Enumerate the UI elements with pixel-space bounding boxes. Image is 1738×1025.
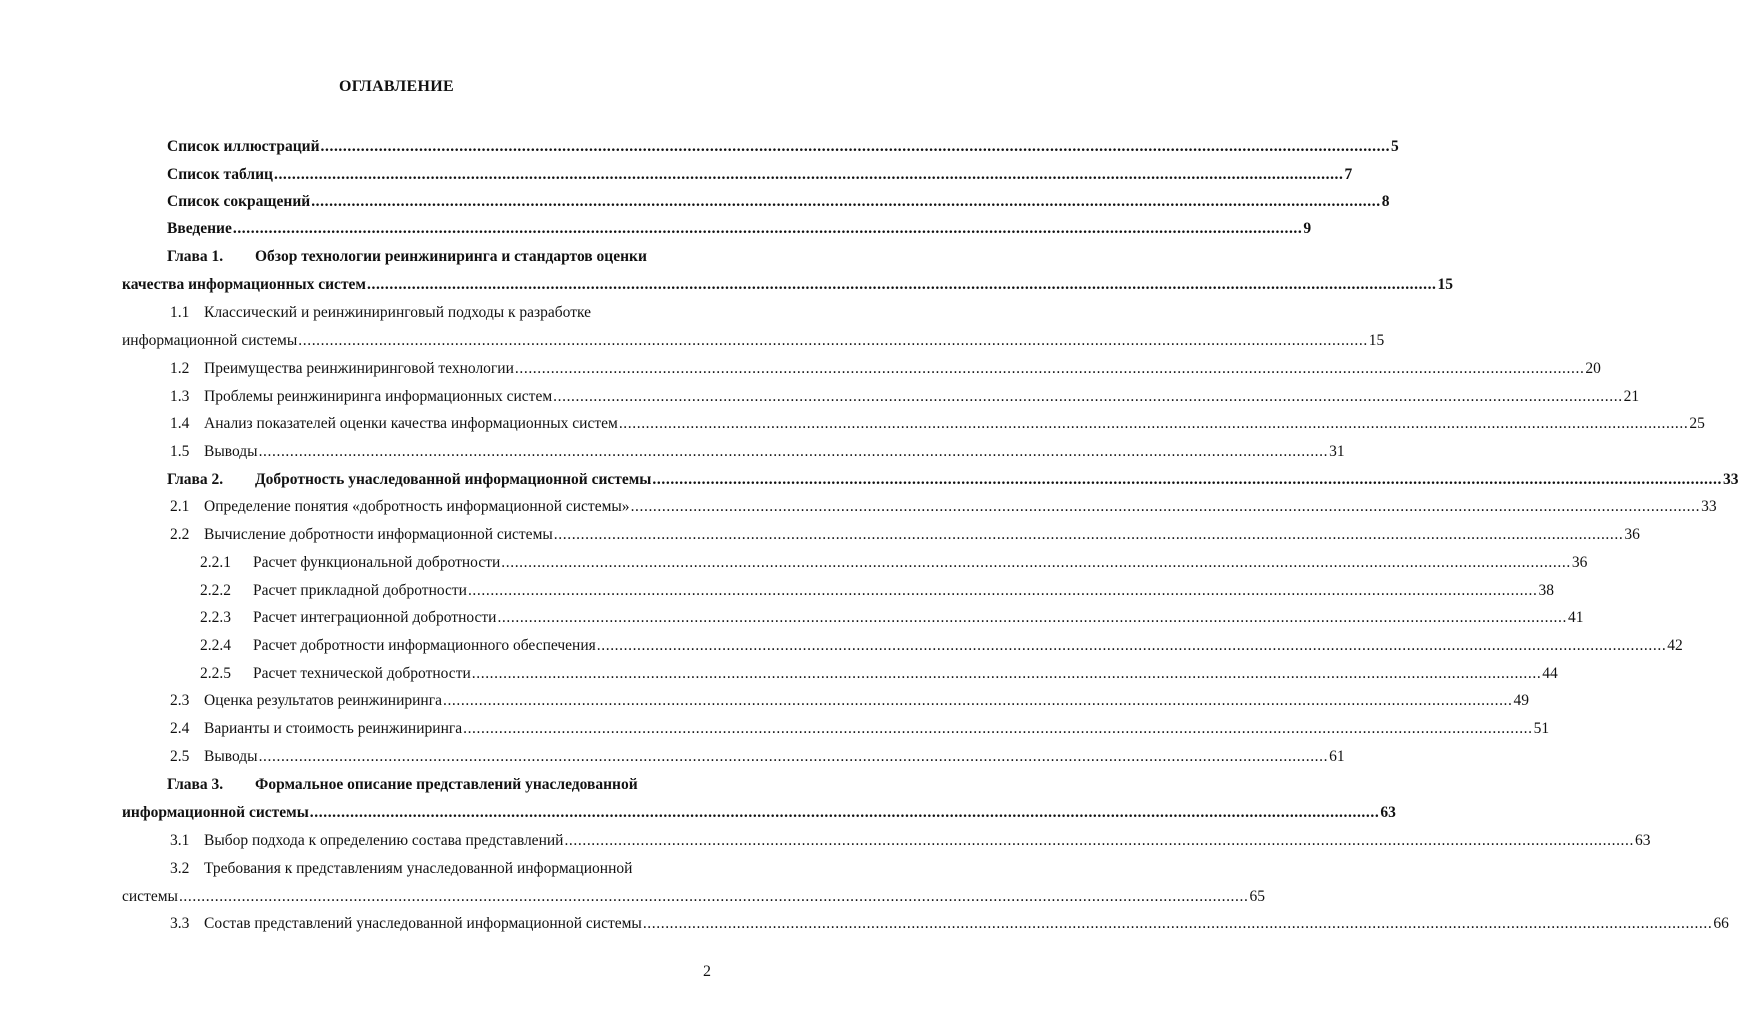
toc-entry-page: 61 bbox=[1329, 748, 1345, 765]
toc-entry-illustrations[interactable] bbox=[167, 136, 1399, 158]
toc-section-2-2[interactable] bbox=[170, 524, 1640, 546]
toc-section-2-5[interactable] bbox=[170, 746, 1345, 768]
toc-chapter-3-title[interactable]: Формальное описание представлений унаследованной bbox=[255, 776, 638, 793]
toc-chapter-3-number: Глава 3. bbox=[167, 776, 224, 793]
toc-entry-number: 2.2.5 bbox=[200, 665, 231, 682]
toc-entry-text: Определение понятия «добротность информационной системы» bbox=[204, 498, 630, 515]
toc-chapter-2[interactable] bbox=[167, 469, 1738, 491]
toc-entry-number: 2.2 bbox=[170, 526, 190, 543]
toc-entry-text: Выводы bbox=[204, 443, 258, 460]
toc-entry-number: Глава 2. bbox=[167, 471, 224, 488]
toc-entry-number: 2.2.2 bbox=[200, 582, 231, 599]
toc-entry-page: 25 bbox=[1689, 415, 1705, 432]
toc-entry-page: 36 bbox=[1571, 554, 1588, 571]
toc-entry-text: Список иллюстраций bbox=[167, 138, 320, 155]
toc-section-2-3[interactable] bbox=[170, 690, 1529, 712]
toc-entry-page: 66 bbox=[1713, 915, 1729, 932]
toc-entry-page: 63 bbox=[1634, 832, 1651, 849]
toc-entry-page: 20 bbox=[1585, 360, 1601, 377]
toc-entry-text: Расчет функциональной добротности bbox=[253, 554, 501, 571]
toc-entry-page: 41 bbox=[1567, 609, 1584, 626]
toc-entry-text: Расчет добротности информационного обеспечения bbox=[253, 637, 596, 654]
toc-entry-page: 42 bbox=[1667, 637, 1683, 654]
toc-entry-text: Добротность унаследованной информационной системы bbox=[255, 471, 652, 488]
toc-section-3-2-line2[interactable] bbox=[122, 886, 1265, 908]
page-number: 2 bbox=[703, 963, 711, 980]
toc-entry-page: 21 bbox=[1623, 388, 1640, 405]
toc-chapter-1-number: Глава 1. bbox=[167, 248, 224, 265]
toc-entry-page: 36 bbox=[1624, 526, 1640, 543]
toc-entry-abbreviations[interactable] bbox=[167, 191, 1390, 213]
toc-entry-number: 1.3 bbox=[170, 388, 190, 405]
toc-section-3-2-number: 3.2 bbox=[170, 860, 190, 877]
toc-entry-page: 5 bbox=[1391, 138, 1399, 155]
toc-entry-text: Варианты и стоимость реинжиниринга bbox=[204, 720, 463, 737]
page-title: ОГЛАВЛЕНИЕ bbox=[339, 78, 454, 95]
toc-section-2-2-2[interactable] bbox=[200, 580, 1554, 602]
toc-entry-page: 38 bbox=[1538, 582, 1554, 599]
toc-entry-page: 8 bbox=[1381, 193, 1390, 210]
toc-section-1-2[interactable] bbox=[170, 358, 1601, 380]
toc-section-2-2-1[interactable] bbox=[200, 552, 1588, 574]
toc-entry-text: Анализ показателей оценки качества информационных систем bbox=[204, 415, 618, 432]
toc-entry-text: Состав представлений унаследованной информационной системы bbox=[204, 915, 642, 932]
toc-entry-number: 2.5 bbox=[170, 748, 190, 765]
toc-entry-text: Список сокращений bbox=[167, 193, 311, 210]
toc-entry-text: Проблемы реинжиниринга информационных систем bbox=[204, 388, 553, 405]
toc-entry-page: 15 bbox=[1437, 276, 1454, 293]
toc-entry-text: Вычисление добротности информационной системы bbox=[204, 526, 553, 543]
toc-entry-page: 15 bbox=[1368, 332, 1385, 349]
toc-entry-text: Расчет интеграционной добротности bbox=[253, 609, 497, 626]
toc-entry-number: 2.4 bbox=[170, 720, 190, 737]
toc-entry-text: качества информационных систем bbox=[122, 276, 366, 293]
toc-entry-intro[interactable] bbox=[167, 218, 1312, 240]
toc-entry-page: 33 bbox=[1722, 471, 1738, 488]
toc-section-2-2-3[interactable] bbox=[200, 607, 1584, 629]
toc-entry-text: Оценка результатов реинжиниринга bbox=[204, 692, 442, 709]
toc-chapter-1-title[interactable]: Обзор технологии реинжиниринга и стандартов оценки bbox=[255, 248, 647, 265]
toc-section-2-2-4[interactable] bbox=[200, 635, 1683, 657]
toc-entry-number: 2.2.3 bbox=[200, 609, 231, 626]
toc-section-1-4[interactable] bbox=[170, 413, 1705, 435]
toc-entry-text: информационной системы bbox=[122, 804, 309, 821]
toc-entry-page: 7 bbox=[1344, 166, 1353, 183]
toc-section-2-1[interactable] bbox=[170, 496, 1717, 518]
toc-entry-number: 2.2.4 bbox=[200, 637, 231, 654]
toc-section-1-1-number: 1.1 bbox=[170, 304, 190, 321]
toc-section-3-3[interactable] bbox=[170, 913, 1729, 935]
toc-entry-page: 51 bbox=[1533, 720, 1550, 737]
toc-entry-page: 44 bbox=[1542, 665, 1558, 682]
toc-entry-page: 63 bbox=[1380, 804, 1396, 821]
toc-entry-number: 2.1 bbox=[170, 498, 190, 515]
toc-entry-number: 3.1 bbox=[170, 832, 190, 849]
toc-section-1-3[interactable] bbox=[170, 386, 1640, 408]
toc-chapter-3-line2[interactable] bbox=[122, 802, 1396, 824]
toc-entry-page: 49 bbox=[1513, 692, 1529, 709]
toc-entry-page: 65 bbox=[1249, 888, 1265, 905]
toc-section-1-1-line2[interactable] bbox=[122, 330, 1385, 352]
toc-entry-page: 33 bbox=[1701, 498, 1717, 515]
toc-entry-number: 1.4 bbox=[170, 415, 190, 432]
toc-entry-number: 1.5 bbox=[170, 443, 190, 460]
toc-entry-text: Расчет прикладной добротности bbox=[253, 582, 467, 599]
toc-entry-text: системы bbox=[122, 888, 178, 905]
toc-entry-text: информационной системы bbox=[122, 332, 298, 349]
toc-entry-text: Преимущества реинжиниринговой технологии bbox=[204, 360, 514, 377]
toc-entry-number: 3.3 bbox=[170, 915, 190, 932]
toc-entry-text: Список таблиц bbox=[167, 166, 273, 183]
toc-entry-number: 1.2 bbox=[170, 360, 190, 377]
toc-entry-tables[interactable] bbox=[167, 164, 1353, 186]
toc-section-3-1[interactable] bbox=[170, 830, 1651, 852]
toc-entry-page: 9 bbox=[1303, 220, 1312, 237]
toc-entry-number: 2.2.1 bbox=[200, 554, 231, 571]
toc-entry-text: Введение bbox=[167, 220, 232, 237]
toc-entry-text: Расчет технической добротности bbox=[253, 665, 471, 682]
toc-entry-number: 2.3 bbox=[170, 692, 190, 709]
toc-entry-page: 31 bbox=[1329, 443, 1345, 460]
toc-entry-text: Выводы bbox=[204, 748, 258, 765]
toc-section-1-1-title[interactable]: Классический и реинжиниринговый подходы к разработке bbox=[204, 304, 592, 321]
toc-section-2-2-5[interactable] bbox=[200, 663, 1558, 685]
toc-section-3-2-title[interactable]: Требования к представлениям унаследованной информационной bbox=[204, 860, 633, 877]
toc-section-1-5[interactable] bbox=[170, 441, 1345, 463]
toc-chapter-1-line2[interactable] bbox=[122, 274, 1454, 296]
toc-entry-text: Выбор подхода к определению состава представлений bbox=[204, 832, 564, 849]
toc-section-2-4[interactable] bbox=[170, 718, 1550, 740]
